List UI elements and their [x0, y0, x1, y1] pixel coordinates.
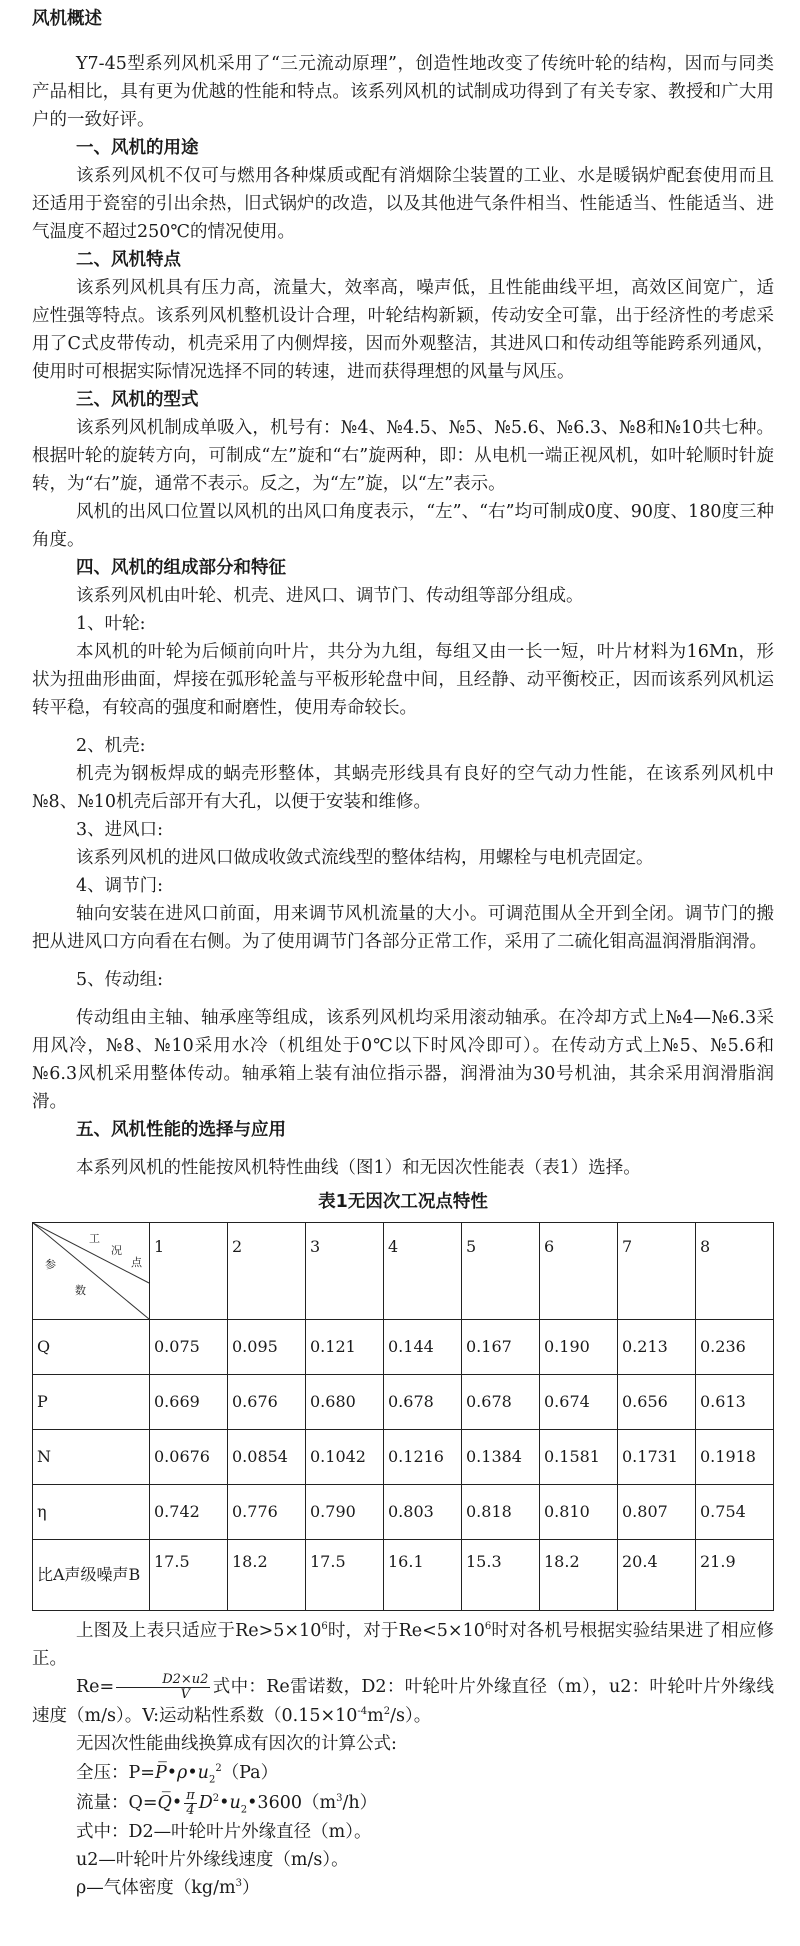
table-cell: 16.1 — [384, 1540, 462, 1611]
table-cell: 0.656 — [618, 1375, 696, 1430]
table-cell: 0.613 — [696, 1375, 774, 1430]
table-cell: 0.213 — [618, 1320, 696, 1375]
flow-formula: 流量：Q=Q̅• $\frac{\pi}{4}$ $D^2•u_2•3600(m^3/h)$ — [76, 1788, 378, 1818]
corner-label-top: 工 — [89, 1232, 100, 1245]
table-row — [33, 1485, 774, 1540]
column-header: 1 — [150, 1223, 228, 1320]
table-header-row — [33, 1223, 774, 1320]
table-cell: 0.095 — [228, 1320, 306, 1375]
table-cell: 17.5 — [306, 1540, 384, 1611]
types-paragraph: 该系列风机制成单吸入，机号有：№4、№4.5、№5、№5.6、№6.3、№8和№10共七种。根据叶轮的旋转方向，可制成“左”旋和“右”旋两种，即：从电机一端正视风机，如叶轮顺时针旋转，为“右”旋，通常不表示。反之，为“左”旋，以“左”表示。 — [32, 418, 774, 494]
damper-heading: 4、调节门: — [76, 876, 164, 896]
corner-label-bottom: 数 — [75, 1284, 86, 1297]
table-cell: 18.2 — [228, 1540, 306, 1611]
corner-label-left: 参 — [45, 1258, 56, 1271]
column-header: 2 — [228, 1223, 306, 1320]
impeller-heading: 1、叶轮: — [76, 614, 146, 634]
section-heading-features: 二、风机特点 — [76, 250, 181, 270]
performance-table — [32, 1222, 774, 1611]
table-caption: 表1无因次工况点特性 — [318, 1192, 488, 1212]
drive-heading: 5、传动组: — [76, 970, 164, 990]
table-cell: 0.167 — [462, 1320, 540, 1375]
table-cell: 18.2 — [540, 1540, 618, 1611]
table-cell: 20.4 — [618, 1540, 696, 1611]
reynolds-paragraph: Re= $\frac{D2\times u2}{V}$ 式中：Re雷诺数，D2：叶轮叶片外缘直径（m），u2：叶轮叶片外缘线速度（m/s）。V:运动粘性系数$(0.15\times 10^{-4}m^2/s)$。 — [32, 1672, 774, 1726]
table-cell: 0.818 — [462, 1485, 540, 1540]
section-heading-types: 三、风机的型式 — [76, 390, 199, 410]
validity-paragraph: 上图及上表只适应于$Re>5\times 10^6$时，对于$Re<5\times 10^6$时对各机号根据实验结果进了相应修正。 — [32, 1621, 775, 1669]
table-cell: 0.1216 — [384, 1430, 462, 1485]
outlet-paragraph: 风机的出风口位置以风机的出风口角度表示，“左”、“右”均可制成0度、90度、180度三种角度。 — [32, 502, 774, 550]
section-heading-components: 四、风机的组成部分和特征 — [76, 558, 286, 578]
row-label: N — [33, 1430, 150, 1485]
table-cell: 0.676 — [228, 1375, 306, 1430]
row-label: η — [33, 1485, 150, 1540]
table-cell: 0.1731 — [618, 1430, 696, 1485]
reynolds-fraction: $\frac{D2\times u2}{V}$ — [116, 1673, 210, 1702]
usage-paragraph: 该系列风机不仅可与燃用各种煤质或配有消烟除尘装置的工业、水是暖锅炉配套使用而且还适用于瓷窑的引出余热，旧式锅炉的改造，以及其他进气条件相当、性能适当、性能适当、进气温度不超过250℃的情况使用。 — [32, 166, 774, 242]
definition-rho: ρ—气体密度$(kg/m^3)$ — [76, 1878, 260, 1898]
table-row — [33, 1540, 774, 1611]
table-cell: 0.1384 — [462, 1430, 540, 1485]
pressure-formula: 全压：$P=P̅•\rho•u_2^2(Pa)$ — [76, 1763, 279, 1786]
page-title: 风机概述 — [32, 9, 102, 29]
table-cell: 0.790 — [306, 1485, 384, 1540]
column-header: 3 — [306, 1223, 384, 1320]
features-paragraph: 该系列风机具有压力高，流量大，效率高，噪声低，且性能曲线平坦，高效区间宽广，适应性强等特点。该系列风机整机设计合理，叶轮结构新颖，传动安全可靠，出于经济性的考虑采用了C式皮带传动，机壳采用了内侧焊接，因而外观整洁，其进风口和传动组等能跨系列通风，使用时可根据实际情况选择不同的转速，进而获得理想的风量与风压。 — [32, 278, 774, 382]
row-label: Q — [33, 1320, 150, 1375]
table-row — [33, 1375, 774, 1430]
selection-paragraph: 本系列风机的性能按风机特性曲线（图1）和无因次性能表（表1）选择。 — [76, 1158, 641, 1178]
table-cell: 0.236 — [696, 1320, 774, 1375]
section-heading-selection: 五、风机性能的选择与应用 — [76, 1120, 286, 1140]
table-cell: 0.1042 — [306, 1430, 384, 1485]
table-cell: 0.1581 — [540, 1430, 618, 1485]
corner-label-mid: 况 — [111, 1244, 122, 1257]
table-cell: 0.803 — [384, 1485, 462, 1540]
table-cell: 0.075 — [150, 1320, 228, 1375]
damper-paragraph: 轴向安装在进风口前面，用来调节风机流量的大小。可调范围从全开到全闭。调节门的搬把从进风口方向看在右侧。为了使用调节门各部分正常工作，采用了二硫化钼高温润滑脂润滑。 — [32, 904, 774, 952]
column-header: 5 — [462, 1223, 540, 1320]
casing-heading: 2、机壳: — [76, 736, 146, 756]
table-cell: 0.144 — [384, 1320, 462, 1375]
column-header: 8 — [696, 1223, 774, 1320]
table-cell: 21.9 — [696, 1540, 774, 1611]
column-header: 4 — [384, 1223, 462, 1320]
impeller-paragraph: 本风机的叶轮为后倾前向叶片，共分为九组，每组又由一长一短，叶片材料为16Mn，形状为扭曲形曲面，焊接在弧形轮盖与平板形轮盘中间，且经静、动平衡校正，因而该系列风机运转平稳，有较高的强度和耐磨性，使用寿命较长。 — [32, 642, 774, 718]
drive-paragraph: 传动组由主轴、轴承座等组成，该系列风机均采用滚动轴承。在冷却方式上№4—№6.3采用风冷，№8、№10采用水冷（机组处于0℃以下时风冷即可）。在传动方式上№5、№5.6和№6.3风机采用整体传动。轴承箱上装有油位指示器，润滑油为30号机油，其余采用润滑脂润滑。 — [32, 1008, 774, 1112]
intro-paragraph: Y7-45型系列风机采用了“三元流动原理”，创造性地改变了传统叶轮的结构，因而与同类产品相比，具有更为优越的性能和特点。该系列风机的试制成功得到了有关专家、教授和广大用户的一致好评。 — [32, 54, 774, 130]
definition-u2: u2—叶轮叶片外缘线速度（m/s）。 — [76, 1850, 349, 1870]
inlet-paragraph: 该系列风机的进风口做成收敛式流线型的整体结构，用螺栓与电机壳固定。 — [76, 848, 654, 868]
table-cell: 0.810 — [540, 1485, 618, 1540]
table-cell: 0.680 — [306, 1375, 384, 1430]
table-cell: 0.742 — [150, 1485, 228, 1540]
table-row — [33, 1430, 774, 1485]
table-cell: 15.3 — [462, 1540, 540, 1611]
table-cell: 0.121 — [306, 1320, 384, 1375]
table-cell: 0.678 — [384, 1375, 462, 1430]
table-cell: 0.0676 — [150, 1430, 228, 1485]
table-cell: 0.669 — [150, 1375, 228, 1430]
section-heading-usage: 一、风机的用途 — [76, 138, 199, 158]
table-cell: 0.674 — [540, 1375, 618, 1430]
casing-paragraph: 机壳为钢板焊成的蜗壳形整体，其蜗壳形线具有良好的空气动力性能，在该系列风机中№8、№10机壳后部开有大孔，以便于安装和维修。 — [32, 764, 774, 812]
table-cell: 17.5 — [150, 1540, 228, 1611]
row-label: 比A声级噪声B — [33, 1540, 150, 1611]
conversion-heading: 无因次性能曲线换算成有因次的计算公式: — [76, 1734, 397, 1754]
table-cell: 0.807 — [618, 1485, 696, 1540]
table-cell: 0.1918 — [696, 1430, 774, 1485]
corner-label-right: 点 — [131, 1256, 142, 1269]
table-cell: 0.678 — [462, 1375, 540, 1430]
row-label: P — [33, 1375, 150, 1430]
components-intro: 该系列风机由叶轮、机壳、进风口、调节门、传动组等部分组成。 — [76, 586, 584, 606]
table-cell: 0.190 — [540, 1320, 618, 1375]
inlet-heading: 3、进风口: — [76, 820, 164, 840]
column-header: 7 — [618, 1223, 696, 1320]
table-cell: 0.754 — [696, 1485, 774, 1540]
definition-d2: 式中：D2—叶轮叶片外缘直径（m）。 — [76, 1822, 372, 1842]
column-header: 6 — [540, 1223, 618, 1320]
table-cell: 0.0854 — [228, 1430, 306, 1485]
table-cell: 0.776 — [228, 1485, 306, 1540]
table-corner-cell — [33, 1223, 150, 1320]
table-row — [33, 1320, 774, 1375]
